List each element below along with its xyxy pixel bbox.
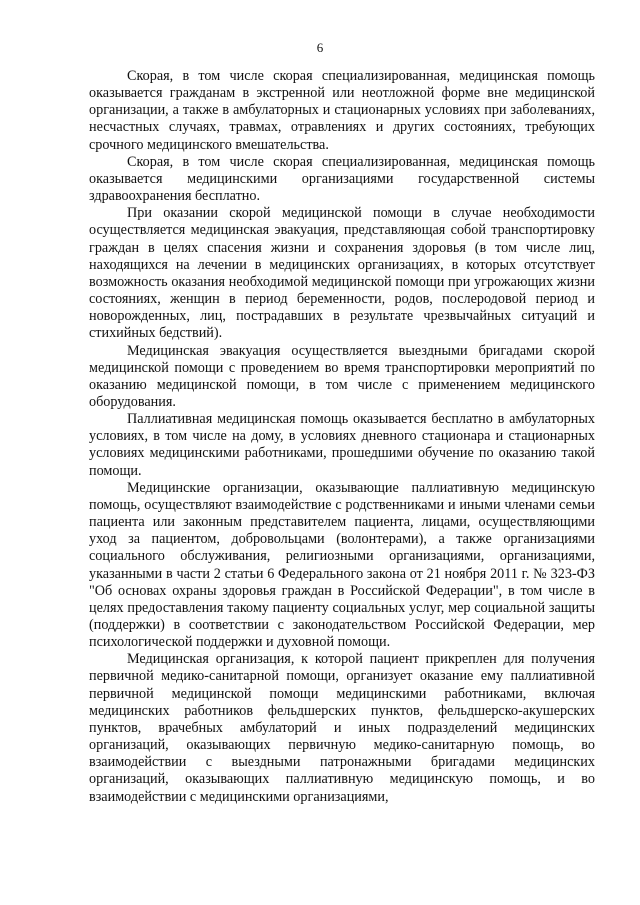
page-number: 6	[316, 40, 324, 55]
paragraph-ambulance-care: Скорая, в том числе скорая специализированная, медицинская помощь оказывается гражданам в экстренной или неотложной форме вне медицинской организации, а также в амбулаторных и стационарных условиях при заболеваниях, несчастных случаях, травмах, отравлениях и других состояниях, требующих срочного медицинского вмешательства.	[89, 68, 595, 153]
paragraph-palliative-interaction: Медицинские организации, оказывающие паллиативную медицинскую помощь, осуществляют взаимодействие с родственниками и иными членами семьи пациента или законным представителем пациента, лицами, осуществляющими уход за пациентом, добровольцами (волонтерами), а также организациями социального обслуживания, религиозными организациями, организациями, указанными в части 2 статьи 6 Федерального закона от 21 ноября 2011 г. № 323-ФЗ "Об основах охраны здоровья граждан в Российской Федерации", в том числе в целях предоставления такому пациенту социальных услуг, мер социальной защиты (поддержки) в соответствии с законодательством Российской Федерации, мер психологической поддержки и духовной помощи.	[89, 479, 595, 651]
paragraph-palliative-care: Паллиативная медицинская помощь оказывается бесплатно в амбулаторных условиях, в том числе на дому, в условиях дневного стационара и стационарных условиях медицинскими работниками, прошедшими обучение по оказанию такой помощи.	[89, 411, 595, 479]
paragraph-evacuation-teams: Медицинская эвакуация осуществляется выездными бригадами скорой медицинской помощи с проведением во время транспортировки мероприятий по оказанию медицинской помощи, в том числе с применением медицинского оборудования.	[89, 342, 595, 410]
paragraph-ambulance-free: Скорая, в том числе скорая специализированная, медицинская помощь оказывается медицинскими организациями государственной системы здравоохранения бесплатно.	[89, 153, 595, 205]
document-body	[89, 68, 595, 806]
paragraph-primary-organization: Медицинская организация, к которой пациент прикреплен для получения первичной медико-санитарной помощи, организует оказание ему паллиативной первичной медицинской помощи медицинскими работниками, включая медицинских работников фельдшерских пунктов, фельдшерско-акушерских пунктов, врачебных амбулаторий и иных подразделений медицинских организаций, оказывающих первичную медико-санитарную помощь, во взаимодействии с выездными патронажными бригадами медицинских организаций, оказывающих паллиативную медицинскую помощь, и во взаимодействии с медицинскими организациями,	[89, 651, 595, 805]
paragraph-medical-evacuation: При оказании скорой медицинской помощи в случае необходимости осуществляется медицинская эвакуация, представляющая собой транспортировку граждан в целях спасения жизни и сохранения здоровья (в том числе лиц, находящихся на лечении в медицинских организациях, в которых отсутствует возможность оказания необходимой медицинской помощи при угрожающих жизни состояниях, женщин в период беременности, родов, послеродовой период и новорожденных, лиц, пострадавших в результате чрезвычайных ситуаций и стихийных бедствий).	[89, 205, 595, 342]
